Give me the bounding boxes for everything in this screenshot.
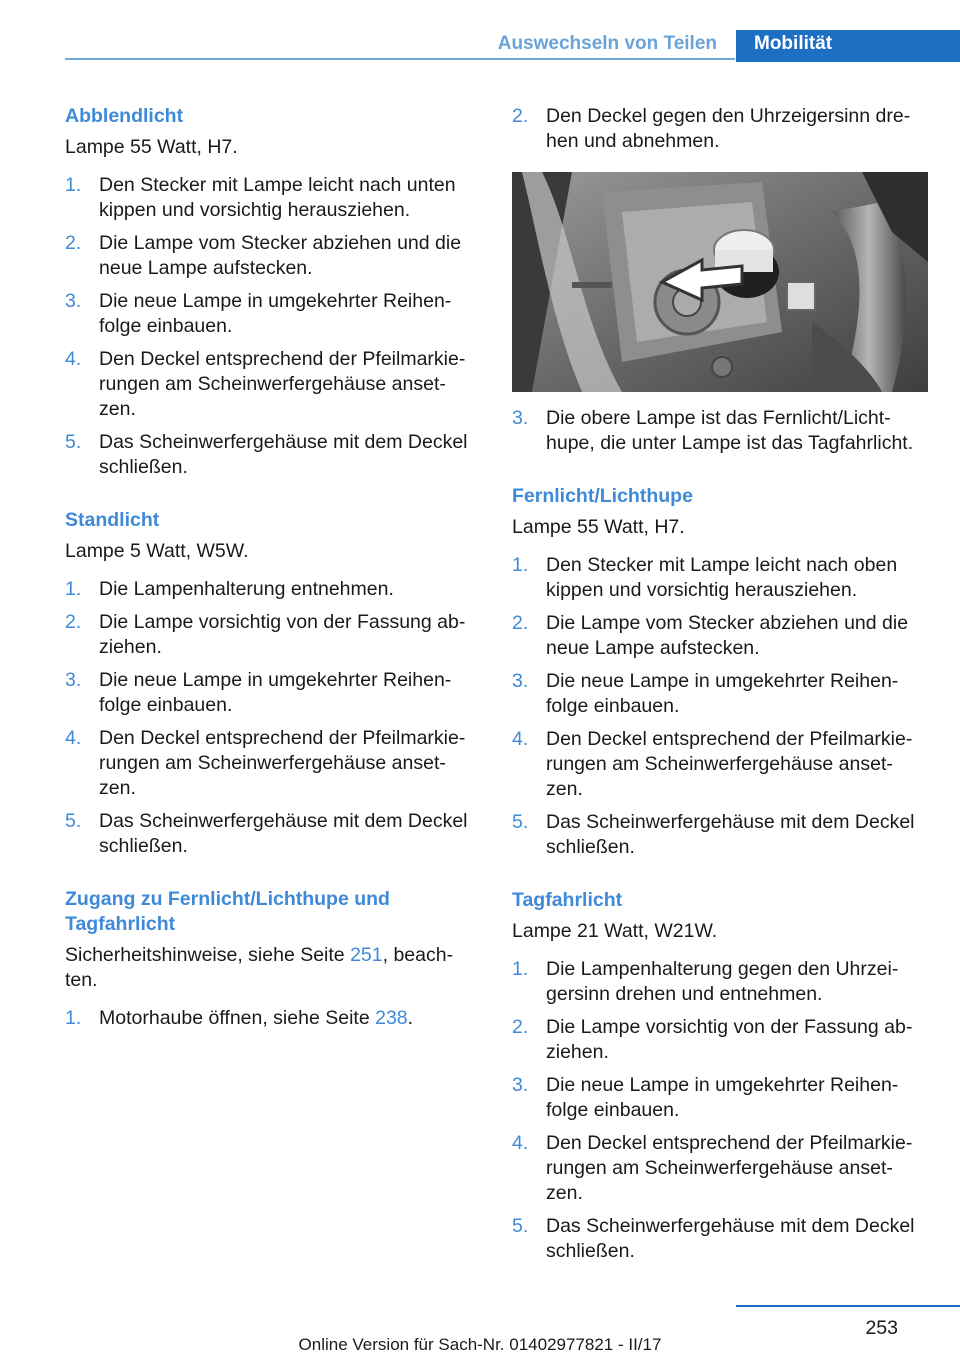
list-item bbox=[65, 347, 477, 422]
list-item bbox=[512, 1015, 928, 1065]
section-heading-fernlicht: Fernlicht/Lichthupe bbox=[512, 485, 693, 507]
steps-list bbox=[512, 957, 928, 1264]
page-link-251[interactable]: 251 bbox=[350, 944, 383, 966]
lamp-spec: Lampe 55 Watt, H7. bbox=[65, 136, 238, 158]
list-item bbox=[65, 430, 477, 480]
list-item bbox=[65, 726, 477, 801]
step-number: 5. bbox=[512, 1215, 529, 1237]
headlight-illustration bbox=[512, 172, 928, 392]
right-column bbox=[512, 104, 928, 1272]
step-text: Das Scheinwerfergehäuse mit dem Deckel schließen. bbox=[546, 1215, 915, 1262]
step-number: 5. bbox=[65, 810, 82, 832]
step-text: Den Stecker mit Lampe leicht nach oben kippen und vorsichtig herausziehen. bbox=[546, 554, 898, 601]
step-number: 2. bbox=[512, 1016, 529, 1038]
step-text: Die Lampe vorsichtig von der Fassung ab‐ziehen. bbox=[546, 1016, 913, 1063]
step-number: 5. bbox=[512, 811, 529, 833]
list-item bbox=[512, 104, 928, 154]
list-item bbox=[65, 173, 477, 223]
step-text: Das Scheinwerfergehäuse mit dem Deckel schließen. bbox=[99, 810, 468, 857]
step-number: 2. bbox=[65, 232, 82, 254]
step-number: 2. bbox=[512, 612, 529, 634]
step-number: 1. bbox=[512, 958, 529, 980]
step-number: 4. bbox=[65, 348, 82, 370]
step-number: 2. bbox=[65, 611, 82, 633]
step-text: Das Scheinwerfergehäuse mit dem Deckel schließen. bbox=[99, 431, 468, 478]
step-number: 3. bbox=[512, 670, 529, 692]
step-text: Die Lampenhalterung gegen den Uhrzei‐gersinn drehen und entnehmen. bbox=[546, 958, 899, 1005]
step-number: 3. bbox=[65, 290, 82, 312]
step-text: Die neue Lampe in umgekehrter Reihen‐folge einbauen. bbox=[99, 290, 452, 337]
step-number: 1. bbox=[65, 174, 82, 196]
list-item bbox=[512, 611, 928, 661]
safety-reference: Sicherheitshinweise, siehe Seite 251, beach‐ten. bbox=[65, 944, 454, 991]
section-heading-abblendlicht: Abblendlicht bbox=[65, 105, 184, 127]
step-number: 2. bbox=[512, 105, 529, 127]
step-text: Die Lampenhalterung entnehmen. bbox=[99, 578, 394, 600]
steps-list bbox=[512, 553, 928, 860]
step-number: 3. bbox=[512, 1074, 529, 1096]
steps-list bbox=[65, 1006, 477, 1031]
header-section-title: Auswechseln von Teilen bbox=[65, 30, 735, 60]
list-item bbox=[512, 810, 928, 860]
list-item bbox=[512, 1214, 928, 1264]
headlight-photo bbox=[512, 172, 928, 392]
page-link-238[interactable]: 238 bbox=[375, 1007, 408, 1029]
steps-list bbox=[512, 104, 928, 154]
footer-rule bbox=[736, 1305, 960, 1307]
list-item bbox=[65, 231, 477, 281]
step-text: Die Lampe vom Stecker abziehen und die neue Lampe aufstecken. bbox=[99, 232, 462, 279]
list-item bbox=[65, 668, 477, 718]
step-number: 1. bbox=[65, 578, 82, 600]
step-text: Den Stecker mit Lampe leicht nach unten kippen und vorsichtig herausziehen. bbox=[99, 174, 456, 221]
step-text: Die neue Lampe in umgekehrter Reihen‐folge einbauen. bbox=[99, 669, 452, 716]
list-item bbox=[512, 1073, 928, 1123]
step-number: 3. bbox=[65, 669, 82, 691]
list-item bbox=[65, 809, 477, 859]
list-item bbox=[512, 553, 928, 603]
step-number: 4. bbox=[512, 1132, 529, 1154]
list-item bbox=[65, 289, 477, 339]
step-text: Die obere Lampe ist das Fernlicht/Licht‐hupe, die unter Lampe ist das Tagfahrlicht. bbox=[546, 407, 914, 454]
section-heading-tagfahrlicht: Tagfahrlicht bbox=[512, 889, 623, 911]
list-item bbox=[512, 1131, 928, 1206]
list-item bbox=[65, 577, 477, 602]
lamp-spec: Lampe 21 Watt, W21W. bbox=[512, 920, 718, 942]
list-item bbox=[512, 957, 928, 1007]
section-heading-zugang: Zugang zu Fernlicht/Lichthupe und Tagfahrlicht bbox=[65, 888, 390, 935]
step-text: Die Lampe vom Stecker abziehen und die neue Lampe aufstecken. bbox=[546, 612, 909, 659]
lamp-spec: Lampe 55 Watt, H7. bbox=[512, 516, 685, 538]
step-text: Den Deckel entsprechend der Pfeilmarkie‐rungen am Scheinwerfergehäuse anset‐zen. bbox=[546, 1132, 913, 1204]
list-item: 1. Motorhaube öffnen, siehe Seite 238. bbox=[65, 1007, 414, 1029]
step-number: 4. bbox=[512, 728, 529, 750]
step-text: Den Deckel entsprechend der Pfeilmarkie‐rungen am Scheinwerfergehäuse anset‐zen. bbox=[99, 727, 466, 799]
step-text: Den Deckel entsprechend der Pfeilmarkie‐rungen am Scheinwerfergehäuse anset‐zen. bbox=[99, 348, 466, 420]
section-heading-standlicht: Standlicht bbox=[65, 509, 160, 531]
step-text: Die neue Lampe in umgekehrter Reihen‐folge einbauen. bbox=[546, 1074, 899, 1121]
step-number: 1. bbox=[65, 1007, 82, 1029]
list-item bbox=[512, 669, 928, 719]
steps-list bbox=[65, 577, 477, 859]
footer-version: Online Version für Sach-Nr. 01402977821 - II/17 bbox=[298, 1335, 662, 1354]
step-number: 3. bbox=[512, 407, 529, 429]
step-text: Die neue Lampe in umgekehrter Reihen‐folge einbauen. bbox=[546, 670, 899, 717]
step-text: Den Deckel gegen den Uhrzeigersinn dre‐hen und abnehmen. bbox=[546, 105, 911, 152]
steps-list bbox=[65, 173, 477, 480]
step-text: Die Lampe vorsichtig von der Fassung ab‐ziehen. bbox=[99, 611, 466, 658]
step-number: 4. bbox=[65, 727, 82, 749]
step-number: 5. bbox=[65, 431, 82, 453]
step-text: Das Scheinwerfergehäuse mit dem Deckel schließen. bbox=[546, 811, 915, 858]
steps-list bbox=[512, 406, 928, 456]
left-column bbox=[65, 104, 477, 1039]
list-item bbox=[512, 727, 928, 802]
page-number: 253 bbox=[865, 1317, 898, 1339]
step-text: Den Deckel entsprechend der Pfeilmarkie‐rungen am Scheinwerfergehäuse anset‐zen. bbox=[546, 728, 913, 800]
list-item bbox=[512, 406, 928, 456]
lamp-spec: Lampe 5 Watt, W5W. bbox=[65, 540, 249, 562]
list-item bbox=[65, 610, 477, 660]
header-chapter-tab: Mobilität bbox=[736, 30, 960, 62]
step-number: 1. bbox=[512, 554, 529, 576]
